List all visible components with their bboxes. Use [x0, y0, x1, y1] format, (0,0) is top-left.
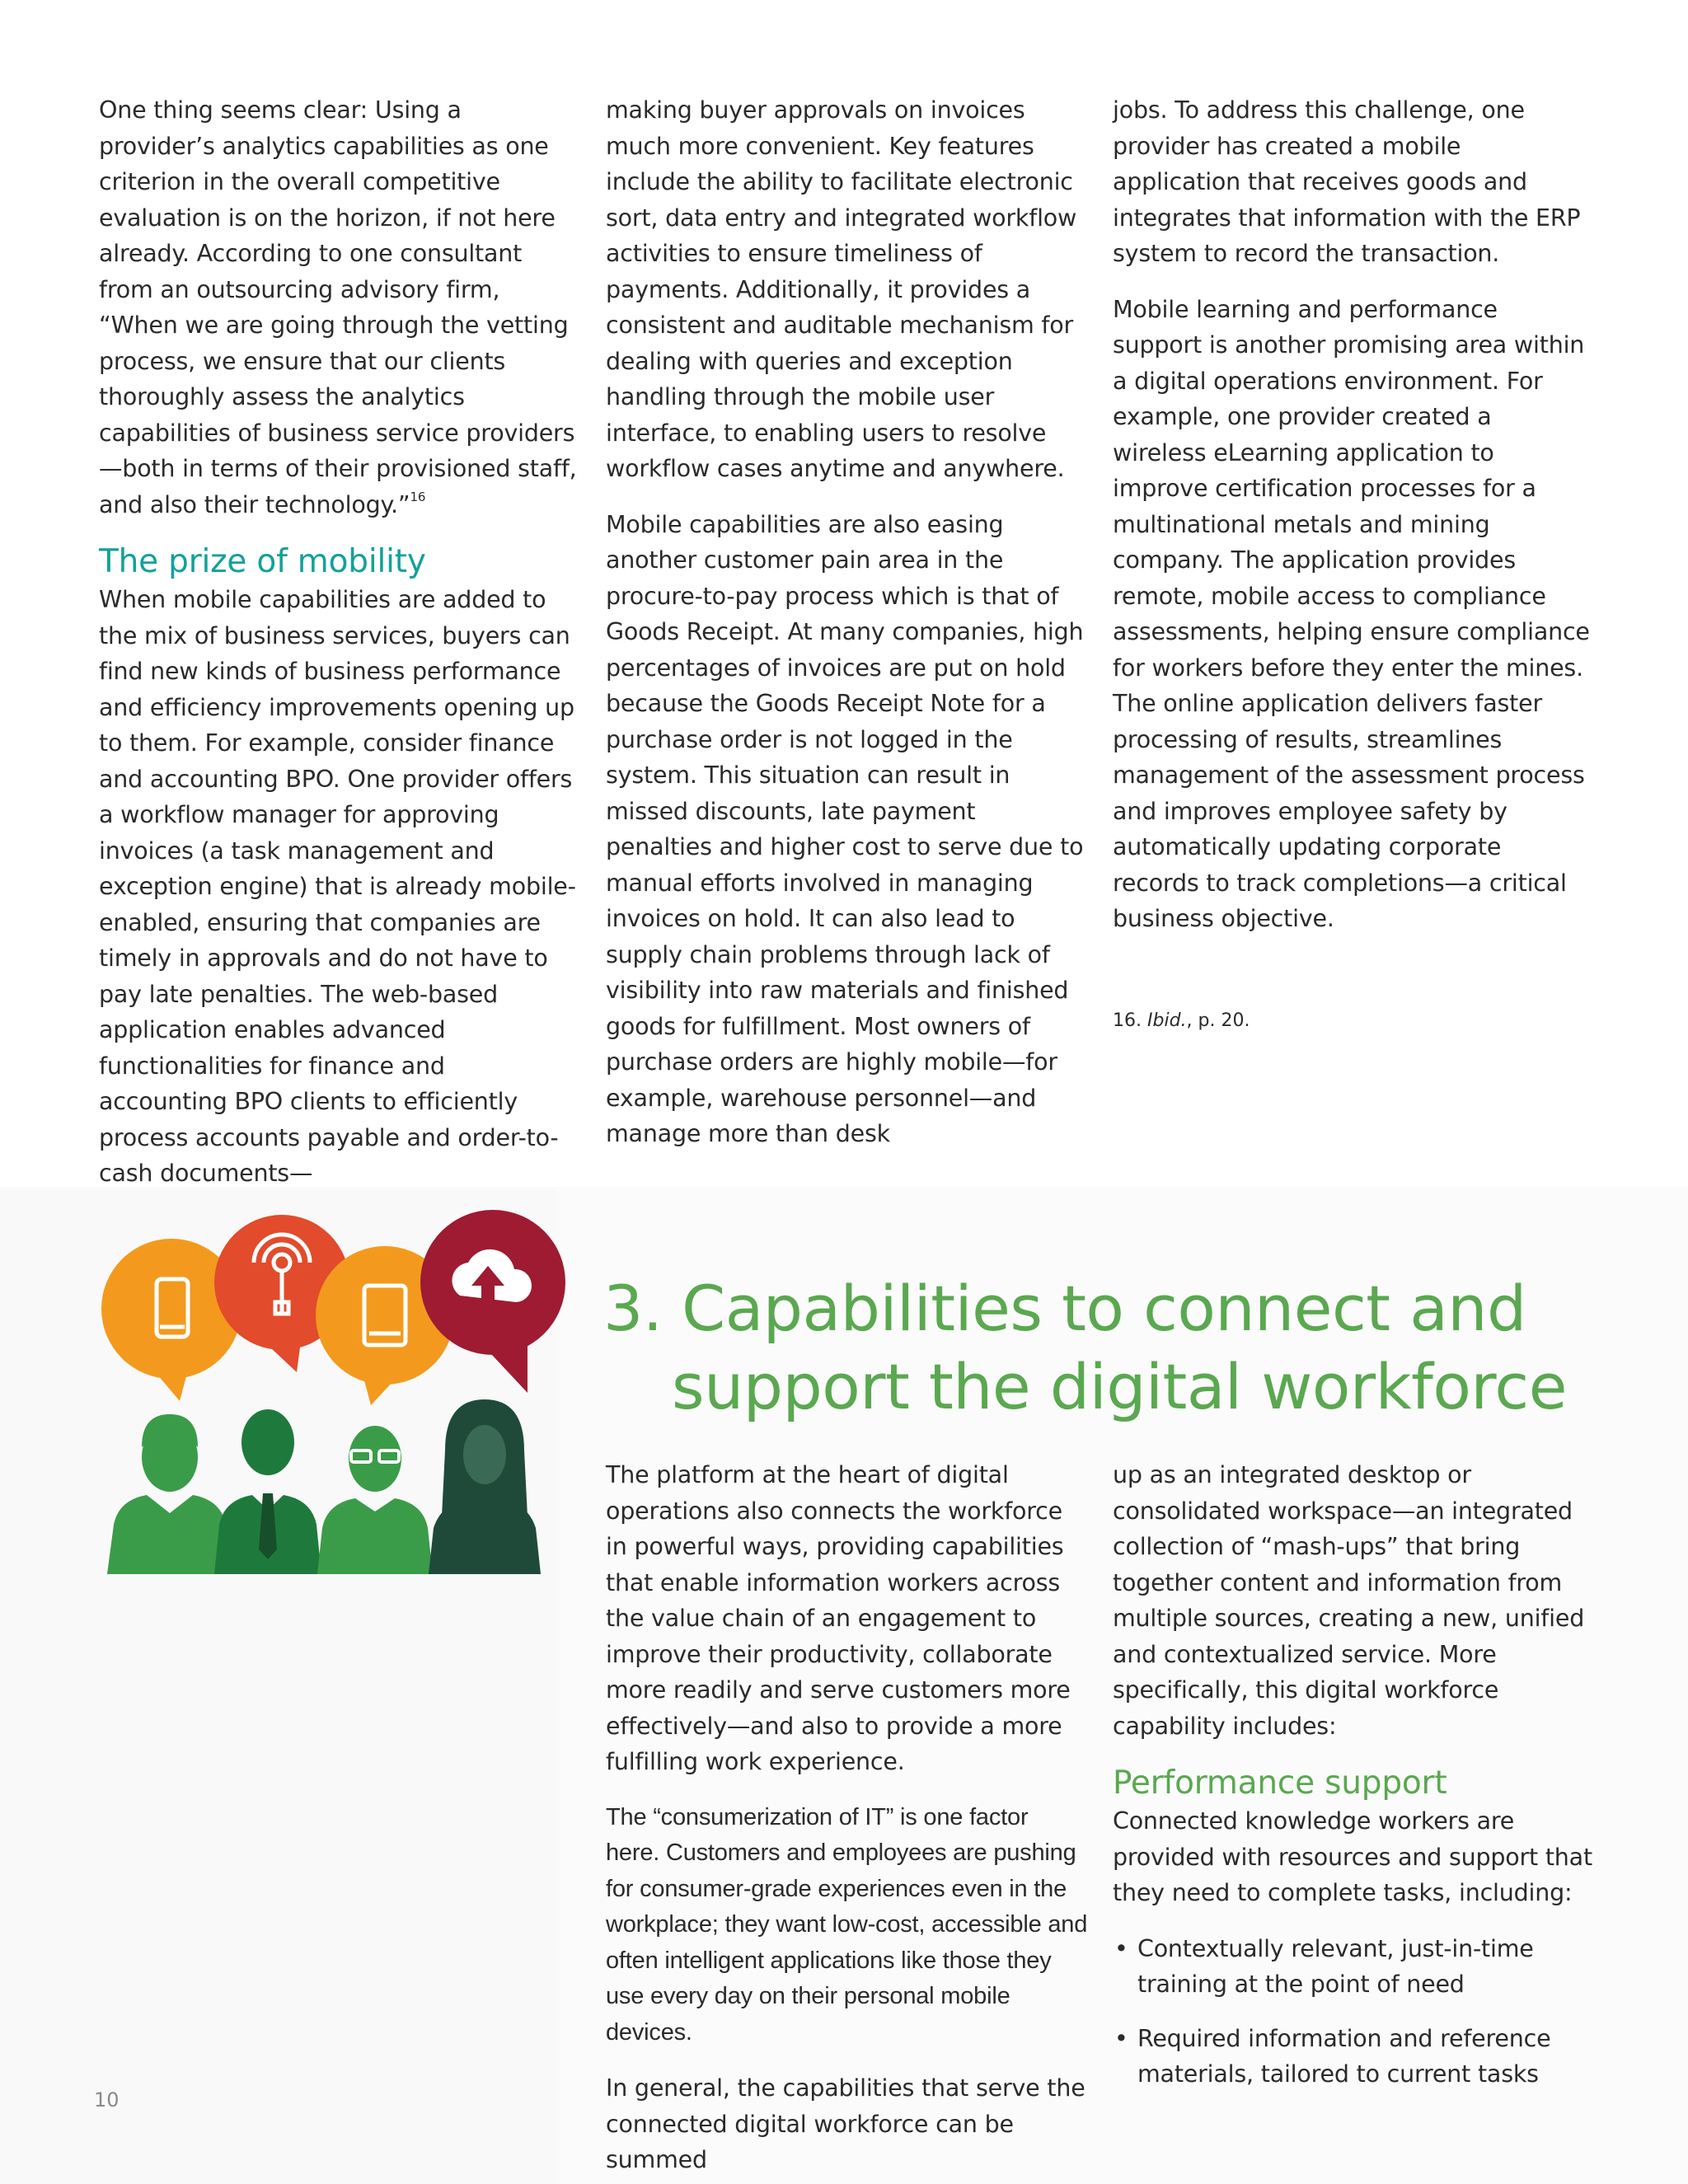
section-title	[603, 1269, 1567, 1426]
col2-paragraph-2: Mobile capabilities are also easing another customer pain area in the procure-to-pay process which is that of Goods Receipt. At many companies, high percentages of invoices are put on hold because the Goods Receipt Note for a purchase order is not logged in the system. This situation can result in missed discounts, late payment penalties and higher cost to serve due to manual efforts involved in managing invoices on hold. It can also lead to supply chain problems through lack of visibility into raw materials and finished goods for fulfillment. Most owners of purchase orders are highly mobile—for example, warehouse personnel—and manage more than desk	[606, 510, 1084, 1147]
col4-paragraph-2: The “consumerization of IT” is one factor here. Customers and employees are pushing for consumer-grade experiences even in the workplace; they want low-cost, accessible and often intelligent applications like those they use every day on their personal mobile devices.	[606, 1803, 1088, 2046]
footnote-ref-16[interactable]: 16	[410, 489, 426, 504]
page-number: 10	[94, 2088, 120, 2111]
heading-performance-support: Performance support	[1113, 1765, 1447, 1802]
col5-paragraph-1: up as an integrated desktop or consolidated workspace—an integrated collection of “mash-ups” that bring together content and information from multiple sources, creating a new, unified and contextualized service. More specifically, this digital workforce capability includes:	[1113, 1461, 1585, 1740]
col4-paragraph-1: The platform at the heart of digital operations also connects the workforce in powerful ways, providing capabilities that enable information workers across the value chain of an engagement to improve their productivity, collaborate more readily and serve customers more effectively—and also to provide a more fulfilling work experience.	[606, 1461, 1071, 1775]
footnote-16	[1113, 1010, 1250, 1031]
person-man-tie	[214, 1409, 321, 1574]
section-title-line-2: support the digital workforce	[672, 1350, 1567, 1423]
person-man-glasses	[317, 1426, 433, 1574]
person-woman-dark	[429, 1399, 541, 1574]
digital-workforce-illustration	[99, 1203, 577, 1574]
col1-paragraph-1	[99, 92, 577, 523]
col3-paragraph-2: Mobile learning and performance support is another promising area within a digital operations environment. For example, one provider created a wireless eLearning application to improve certification processes for a multinational metals and mining company. The application provides remote, mobile access to compliance assessments, helping ensure compliance for workers before they enter the mines. The online application delivers faster processing of results, streamlines management of the assessment process and improves employee safety by automatically updating corporate records to track completions—a critical business objective.	[1113, 295, 1590, 932]
cloud-bubble	[420, 1210, 565, 1393]
col3-paragraph-1: jobs. To address this challenge, one provider has created a mobile application that receives goods and integrates that information with the ERP system to record the transaction.	[1113, 96, 1581, 267]
section-title-line-1: 3. Capabilities to connect and	[603, 1272, 1526, 1345]
person-woman-green	[107, 1414, 232, 1574]
column-1	[99, 92, 577, 1192]
list-item: • Contextually relevant, just-in-time training at the point of need	[1113, 1931, 1595, 2003]
col5-paragraph-2: Connected knowledge workers are provided with resources and support that they need to complete tasks, including:	[1113, 1807, 1592, 1906]
performance-support-list	[1113, 1931, 1595, 2093]
col2-paragraph-1: making buyer approvals on invoices much more convenient. Key features include the ability to facilitate electronic sort, data entry and integrated workflow activities to ensure timeliness of payments. Additionally, it provides a consistent and auditable mechanism for dealing with queries and exception handling through the mobile user interface, to enabling users to resolve workflow cases anytime and anywhere.	[606, 96, 1077, 482]
column-2	[606, 92, 1088, 1152]
list-item: • Required information and reference materials, tailored to current tasks	[1113, 2021, 1595, 2093]
col4-paragraph-3: In general, the capabilities that serve the connected digital workforce can be summed	[606, 2074, 1085, 2173]
col1-paragraph-2: When mobile capabilities are added to the mix of business services, buyers can find new kinds of business performance and efficiency improvements opening up to them. For example, consider finance and accounting BPO. One provider offers a workflow manager for approving invoices (a task management and exception engine) that is already mobile-enabled, ensuring that companies are timely in approvals and do not have to pay late penalties. The web-based application enables advanced functionalities for finance and accounting BPO clients to efficiently process accounts payable and order-to-cash documents—	[99, 586, 576, 1187]
column-5	[1113, 1457, 1595, 2111]
column-3	[1113, 92, 1591, 937]
footnote-number: 16.	[1113, 1010, 1142, 1031]
heading-prize-of-mobility: The prize of mobility	[99, 543, 426, 580]
column-4	[606, 1457, 1088, 2178]
col1-paragraph-1-text: One thing seems clear: Using a provider’s analytics capabilities as one criterion in the overall competitive evaluation is on the horizon, if not here already. According to one consultant from an outsourcing advisory firm, “When we are going through the vetting process, we ensure that our clients thoroughly assess the analytics capabilities of business service providers—both in terms of their provisioned staff, and also their technology.”	[99, 96, 577, 518]
footnote-page: , p. 20.	[1186, 1010, 1250, 1031]
footnote-source: Ibid.	[1147, 1010, 1187, 1031]
